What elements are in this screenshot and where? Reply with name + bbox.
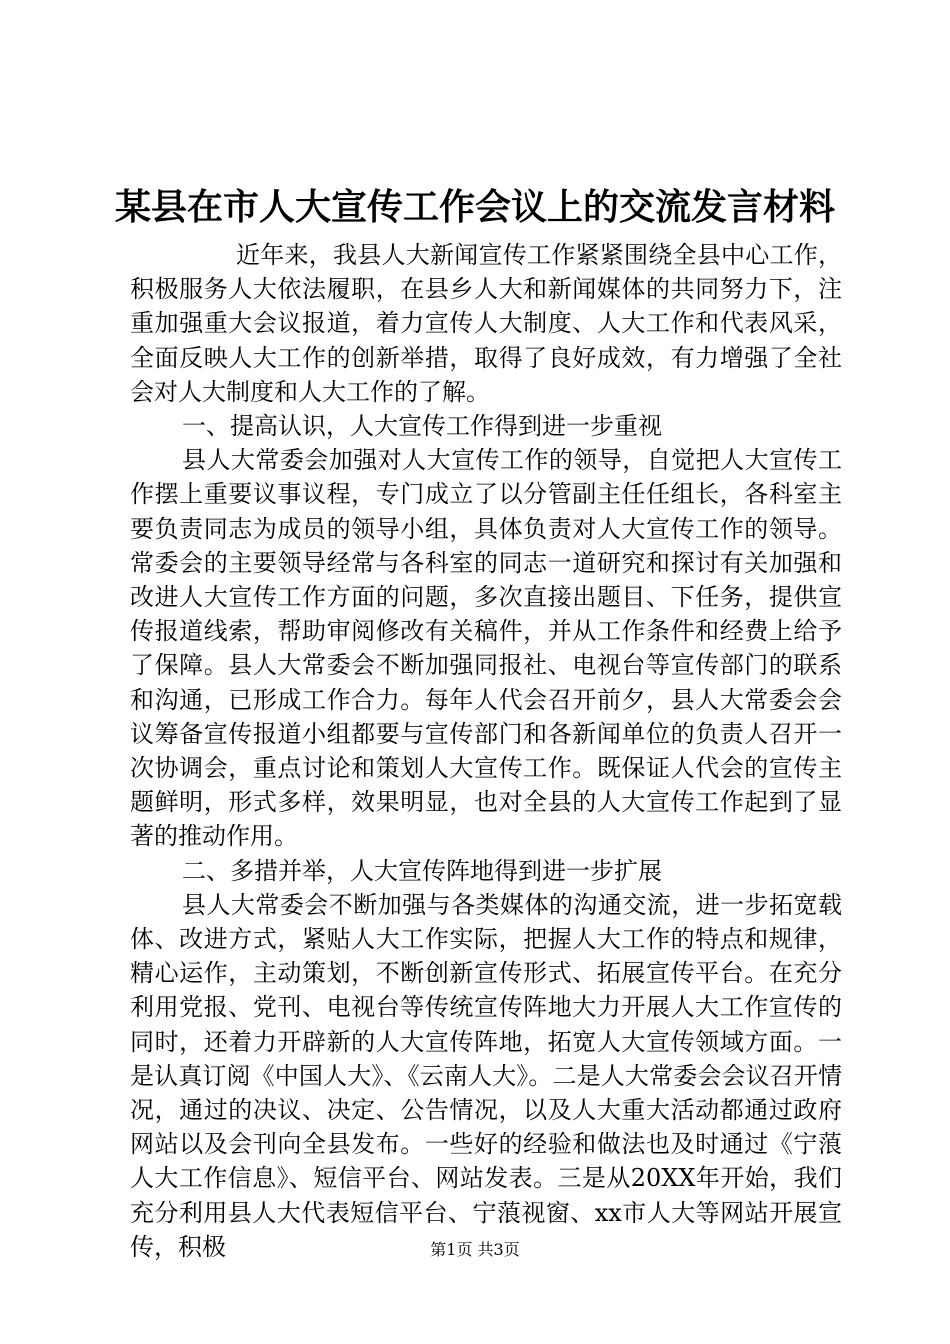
section-1-paragraph: 县人大常委会加强对人大宣传工作的领导，自觉把人大宣传工作摆上重要议事议程，专门成立了以分管副主任任组长，各科室主要负责同志为成员的领导小组，具体负责对人大宣传工作的领导。常委会的主要领导经常与各科室的同志一道研究和探讨有关加强和改进人大宣传工作方面的问题，多次直接出题目、下任务，提供宣传报道线索，帮助审阅修改有关稿件，并从工作条件和经费上给予了保障。县人大常委会不断加强同报社、电视台等宣传部门的联系和沟通，已形成工作合力。每年人代会召开前夕，县人大常委会会议筹备宣传报道小组都要与宣传部门和各新闻单位的负责人召开一次协调会，重点讨论和策划人大宣传工作。既保证人代会的宣传主题鲜明，形式多样，效果明显，也对全县的人大宣传工作起到了显著的推动作用。 bbox=[130, 446, 842, 851]
intro-paragraph: 近年来，我县人大新闻宣传工作紧紧围绕全县中心工作，积极服务人大依法履职，在县乡人大和新闻媒体的共同努力下，注重加强重大会议报道，着力宣传人大制度、人大工作和代表风采，全面反映人大工作的创新举措，取得了良好成效，有力增强了全社会对人大制度和人大工作的了解。 bbox=[130, 241, 842, 406]
section-heading-1: 一、提高认识，人大宣传工作得到进一步重视 bbox=[182, 412, 662, 441]
document-body bbox=[130, 238, 842, 1264]
section-heading-2: 二、多措并举，人大宣传阵地得到进一步扩展 bbox=[182, 856, 662, 885]
document-title: 某县在市人大宣传工作会议上的交流发言材料 bbox=[114, 187, 835, 228]
page-footer: 第1页 共3页 bbox=[430, 1240, 520, 1259]
section-2-paragraph: 县人大常委会不断加强与各类媒体的沟通交流，进一步拓宽载体、改进方式，紧贴人大工作实际，把握人大工作的特点和规律，精心运作，主动策划，不断创新宣传形式、拓展宣传平台。在充分利用党报、党刊、电视台等传统宣传阵地大力开展人大工作宣传的同时，还着力开辟新的人大宣传阵地，拓宽人大宣传领域方面。一是认真订阅《中国人大》、《云南人大》。二是人大常委会会议召开情况，通过的决议、决定、公告情况，以及人大重大活动都通过政府网站以及会刊向全县发布。一些好的经验和做法也及时通过《宁蒗人大工作信息》、短信平台、网站发表。三是从20XX年开始，我们充分利用县人大代表短信平台、宁蒗视窗、xx市人大等网站开展宣传，积极 bbox=[130, 890, 842, 1261]
